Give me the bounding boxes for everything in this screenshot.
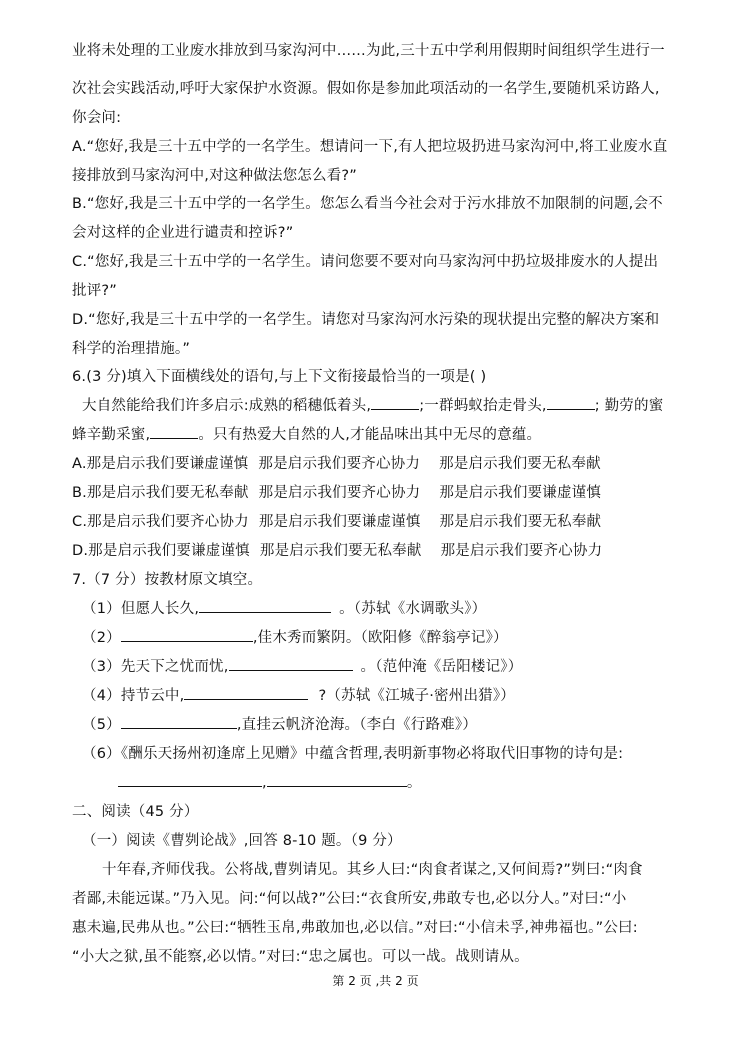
q5-option-b-line-1: B.“您好,我是三十五中学的一名学生。您怎么看当今社会对于污水排放不加限制的问题,会不	[72, 196, 663, 212]
item-text: 但愿人长久,	[120, 601, 200, 617]
q5-option-d-line-1: D.“您好,我是三十五中学的一名学生。请您对马家沟河水污染的现状提出完整的解决方案和	[72, 312, 660, 328]
q6-option-part: 那是启示我们要无私奉献	[439, 514, 602, 530]
q5-option-a-line-2: 接排放到马家沟河中,对这种做法您怎么看?”	[72, 168, 358, 184]
passage-line-1: 十年春,齐师伐我。公将战,曹刿请见。其乡人曰:“肉食者谋之,又何间焉?”刿曰:“肉食	[102, 862, 643, 878]
blank	[184, 685, 308, 700]
q6-option-part: B.那是启示我们要无私奉献	[72, 485, 249, 501]
item-text: ?（苏轼《江城子·密州出猎》）	[318, 688, 515, 704]
q7-item-5	[82, 714, 477, 736]
q6-option-part: 那是启示我们要谦虚谨慎	[439, 485, 602, 501]
q5-option-c-line-1: C.“您好,我是三十五中学的一名学生。请问您要不要对向马家沟河中扔垃圾排废水的人提出	[72, 254, 659, 270]
item-number: （3）	[82, 659, 121, 675]
item-number: （2）	[82, 630, 121, 646]
section-2-subtitle: （一）阅读《曹刿论战》,回答 8-10 题。（9 分）	[82, 833, 402, 849]
q6-option-part: C.那是启示我们要齐心协力	[72, 514, 249, 530]
q5-option-c-line-2: 批评?”	[72, 283, 118, 299]
item-text: 先天下之忧而忧,	[120, 659, 229, 675]
blank	[371, 395, 419, 410]
q5-option-a-line-1: A.“您好,我是三十五中学的一名学生。想请问一下,有人把垃圾扔进马家沟河中,将工业废水直	[72, 139, 668, 155]
q6-passage-part: 。只有热爱大自然的人,才能品味出其中无尽的意蕴。	[198, 427, 542, 443]
q6-option-part: 那是启示我们要无私奉献	[439, 456, 601, 472]
blank	[121, 627, 253, 642]
q7-item-2	[82, 627, 508, 649]
item-number: （5）	[82, 717, 121, 733]
context-line-3: 你会问:	[72, 110, 122, 126]
passage-line-4: “小大之狱,虽不能察,必以情。”对曰:“忠之属也。可以一战。战则请从。	[72, 949, 529, 965]
item-text: 。（苏轼《水调歌头》）	[339, 601, 487, 617]
item-text: ,直挂云帆济沧海。（李白《行路难》）	[236, 717, 478, 733]
blank	[547, 395, 595, 410]
context-line-1: 业将未处理的工业废水排放到马家沟河中……为此,三十五中学利用假期时间组织学生进行一	[72, 43, 665, 59]
q7-item-6	[82, 743, 623, 765]
passage-line-3: 惠未遍,民弗从也。”公曰:“牺牲玉帛,弗敢加也,必以信。”对曰:“小信未孚,神弗福也。”公曰:	[72, 920, 638, 936]
item-number: （1）	[82, 601, 121, 617]
item-text: 。	[406, 775, 422, 791]
q6-passage-line-2	[72, 424, 541, 446]
q6-stem: 6.(3 分)填入下面横线处的语句,与上下文衔接最恰当的一项是( )	[72, 369, 487, 385]
section-2-title: 二、阅读（45 分）	[72, 804, 199, 820]
page-footer: 第 2 页 ,共 2 页	[332, 974, 419, 988]
q6-option-part: 那是启示我们要无私奉献	[259, 543, 422, 559]
q6-option-part: 那是启示我们要齐心协力	[258, 485, 421, 501]
q6-option-b	[72, 482, 601, 504]
item-number: （6）	[82, 746, 121, 762]
item-number: （4）	[82, 688, 121, 704]
blank	[121, 714, 237, 729]
q6-option-part: 那是启示我们要齐心协力	[258, 456, 421, 472]
q6-option-d	[72, 540, 602, 562]
q6-passage-part: ;一群蚂蚁抬走骨头,	[419, 398, 547, 414]
context-line-2: 次社会实践活动,呼吁大家保护水资源。假如你是参加此项活动的一名学生,要随机采访路人,	[72, 81, 660, 97]
q6-option-part: 那是启示我们要齐心协力	[440, 543, 603, 559]
passage-line-2: 者鄙,未能远谋。”乃入见。问:“何以战?”公曰:“衣食所安,弗敢专也,必以分人。”对曰:“小	[72, 891, 627, 907]
item-text: ,	[262, 775, 267, 791]
blank	[199, 598, 331, 613]
blank	[150, 424, 198, 439]
q6-option-part: 那是启示我们要谦虚谨慎	[258, 514, 421, 530]
q6-passage-part: 大自然能给我们许多启示:成熟的稻穗低着头,	[82, 398, 372, 414]
q5-option-d-line-2: 科学的治理措施。”	[72, 341, 191, 357]
q6-passage-line-1	[82, 395, 663, 417]
q6-passage-part: 蜂辛勤采蜜,	[72, 427, 151, 443]
item-text: 。（范仲淹《岳阳楼记》）	[360, 659, 523, 675]
q7-item-1	[82, 598, 486, 620]
q6-option-c	[72, 511, 601, 533]
item-text: 《酬乐天扬州初逢席上见赠》中蕴含哲理,表明新事物必将取代旧事物的诗句是:	[120, 746, 624, 762]
q6-option-part: A.那是启示我们要谦虚谨慎	[72, 456, 249, 472]
item-text: 持节云中,	[120, 688, 185, 704]
q6-option-part: D.那是启示我们要谦虚谨慎	[72, 543, 250, 559]
q7-item-6-blanks	[118, 772, 422, 794]
item-text: ,佳木秀而繁阴。（欧阳修《醉翁亭记》）	[252, 630, 508, 646]
q5-option-b-line-2: 会对这样的企业进行谴责和控诉?”	[72, 225, 294, 241]
q6-passage-part: ; 勤劳的蜜	[594, 398, 664, 414]
q7-item-3	[82, 656, 522, 678]
q6-option-a	[72, 453, 601, 475]
blank	[229, 656, 353, 671]
blank	[267, 772, 407, 787]
q7-stem: 7.（7 分）按教材原文填空。	[72, 572, 263, 588]
blank	[118, 772, 262, 787]
q7-item-4	[82, 685, 515, 707]
